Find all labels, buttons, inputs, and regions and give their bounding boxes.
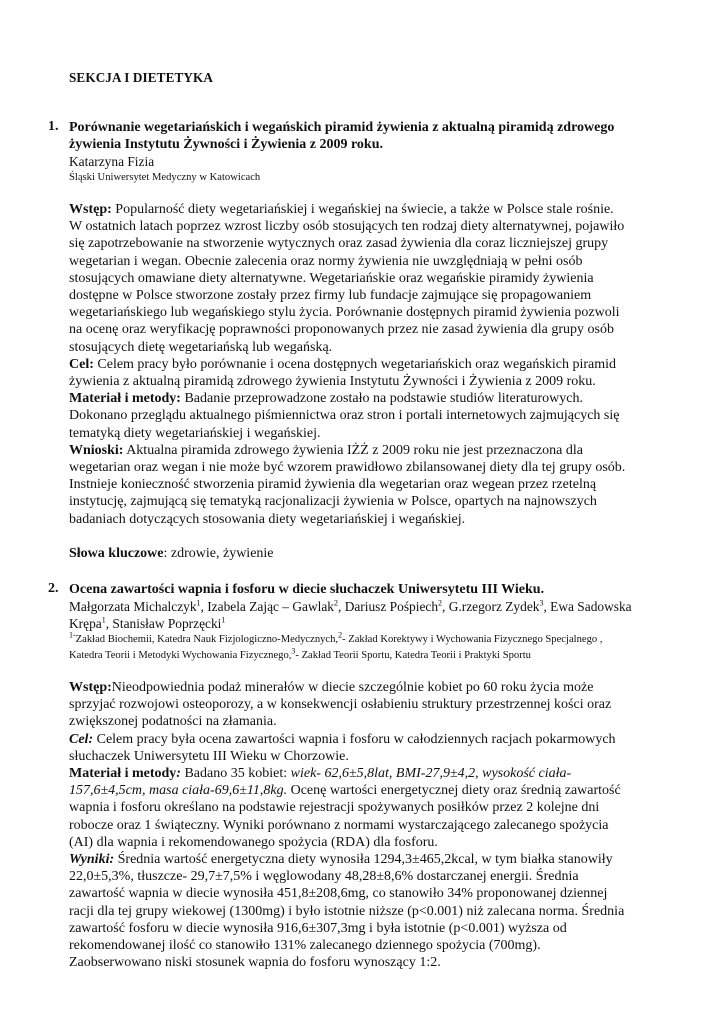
affiliation: Śląski Uniwersytet Medyczny w Katowicach bbox=[69, 172, 261, 183]
aim-paragraph: Cel: Celem pracy była ocena zawartości wapnia i fosforu w całodziennych racjach pokarmowych słuchaczek Uniwersytetu III Wieku w Chorzowie. bbox=[69, 731, 616, 764]
aim-label: Cel: bbox=[69, 356, 94, 372]
article-title bbox=[69, 119, 670, 153]
article-1 bbox=[48, 119, 670, 562]
intro-paragraph: Wstęp: Popularność diety wegetariańskiej i wegańskiej na świecie, a także w Polsce stale rośnie. W ostatnich latach poprzez wzrost liczby osób stosujących ten rodzaj diety alternatywnej, pojawiło się zapotrzebowanie na stworzenie wytycznych oraz zasad żywienia dla coraz liczniejszej grupy wegetarian i wegan. Obecnie zalecenia oraz normy żywienia nie uwzględniają w pełni osób stosujących omawiane diety alternatywne. Wegetariańskie oraz wegańskie piramidy żywienia dostępne w Polsce stworzone zostały przez firmy lub fundacje zajmujące się propagowaniem wegetariańskiego lub wegańskiego stylu życia. Porównanie dostępnych piramid żywienia pozwoli na ocenę oraz weryfikację poprawności proponowanych przez nie zasad żywienia dla grupy osób stosujących dietę wegetariańską lub wegańską. bbox=[69, 202, 625, 355]
article-number: 2. bbox=[48, 581, 59, 596]
authors: Małgorzata Michalczyk$^1$, Izabela Zając – Gawlak$^2$, Dariusz Pośpiech$^2$, G.rzegorz Zydek$^3$, Ewa Sadowska Krępa$^1$, Stanisław Poprzęcki$^1$ bbox=[69, 598, 632, 631]
methods-label: Materiał i metody: bbox=[69, 391, 181, 407]
keywords-label: Słowa kluczowe bbox=[69, 545, 164, 561]
results-label: Wyniki: bbox=[69, 852, 115, 868]
author: Katarzyna Fizia bbox=[69, 154, 155, 169]
intro-paragraph: Wstęp:Nieodpowiednia podaż minerałów w diecie szczególnie kobiet po 60 roku życia może sprzyjać rozwojowi osteoporozy, a w konsekwencji osłabieniu struktury przestrzennej kości oraz zwiększonej podatności na złamania. bbox=[69, 680, 612, 730]
methods-label: Materiał i metody bbox=[69, 766, 177, 782]
aim-label: Cel: bbox=[69, 731, 94, 747]
conclusions-paragraph: Wnioski: Aktualna piramida zdrowego żywienia IŻŻ z 2009 roku nie jest przeznaczona dla wegetarian oraz wegan i nie może być wzorem prawidłowo zbilansowanej diety dla tej grupy osób. Instnieje konieczność stworzenia piramid żywienia dla wegetarian oraz wegean przez rzetelną instytucję, zajmującą się tematyką racjonalizacji żywienia w Polsce, opartych na najnowszych badaniach dotyczących stosowania diety wegetariańskiej i wegańskiej. bbox=[69, 442, 626, 527]
title-line: Porównanie wegetariańskich i wegańskich piramid żywienia z aktualną piramidą zdrowego bbox=[69, 120, 615, 135]
title-line: żywienia Instytutu Żywności i Żywienia z 2009 roku. bbox=[69, 137, 383, 152]
methods-paragraph: Materiał i metody: Badano 35 kobiet: wiek- 62,6±5,8lat, BMI-27,9±4,2, wysokość ciała- 157,6±4,5cm, masa ciała-69,6±11,8kg. Ocenę wartości energetycznej diety oraz średnią zawartość wapnia i fosforu określano na podstawie rejestracji spożywanych posiłków przez 2 kolejne dni robocze oraz 1 świąteczny. Wyniki porównano z normami wystarczającego zalecanego spożycia (AI) dla wapnia i rekomendowanego spożycia (RDA) dla fosforu. bbox=[69, 766, 621, 850]
intro-label: Wstęp: bbox=[69, 202, 112, 217]
article-2 bbox=[48, 581, 670, 971]
section-title: SEKCJA I DIETETYKA bbox=[69, 70, 213, 85]
aim-paragraph: Cel: Celem pracy było porównanie i ocena dostępnych wegetariańskich oraz wegańskich piramid żywienia z aktualną piramidą zdrowego żywienia Instytutu Żywności i Żywienia z 2009 roku. bbox=[69, 356, 616, 390]
intro-label: Wstęp: bbox=[69, 680, 112, 695]
article-title: Ocena zawartości wapnia i fosforu w diecie słuchaczek Uniwersytetu III Wieku. bbox=[69, 582, 545, 597]
article-number: 1. bbox=[48, 119, 59, 134]
results-paragraph: Wyniki: Średnia wartość energetyczna diety wynosiła 1294,3±465,2kcal, w tym białka stanowiły 22,0±5,3%, tłuszcze- 29,7±7,5% i węglowodany 48,28±8,6% dostarczanej energii. Średnia zawartość wapnia w diecie wynosiła 451,8±208,6mg, co stanowiło 34% proponowanej dziennej racji dla tej grupy wiekowej (1300mg) i było istotnie niższe (p<0.001) niż zalecana norma. Średnia zawartość fosforu w diecie wynosiła 916,6±307,3mg i była istotnie (p<0.001) wyższa od rekomendowanej ilość co stanowiło 131% zalecanego dziennego spożycia (700mg). Zaobserwowano niski stosunek wapnia do fosforu wynoszący 1:2. bbox=[69, 852, 625, 971]
keywords: Słowa kluczowe: zdrowie, żywienie bbox=[69, 545, 274, 561]
methods-paragraph: Materiał i metody: Badanie przeprowadzone zostało na podstawie studiów literaturowych. Dokonano przeglądu aktualnego piśmiennictwa oraz stron i portali internetowych zajmujących się tematyką diety wegetariańskiej i wegańskiej. bbox=[69, 391, 620, 441]
affiliations: $^{1-}$Zakład Biochemii, Katedra Nauk Fizjologiczno-Medycznych,$^2$- Zakład Korektywy i Wychowania Fizycznego Specjalnego , Katedra Teorii i Metodyki Wychowania Fizycznego,$^3$- Zakład Teorii Sportu, Katedra Teorii i Praktyki Sportu bbox=[69, 630, 603, 661]
conclusions-label: Wnioski: bbox=[69, 442, 124, 458]
